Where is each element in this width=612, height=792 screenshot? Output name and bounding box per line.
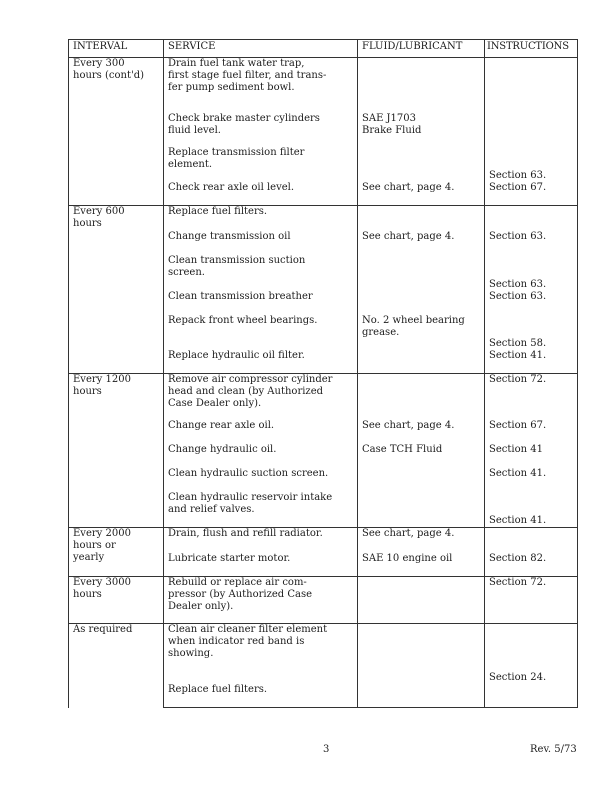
fluid-lubricant-cell: SAE J1703 Brake Fluid <box>358 113 485 147</box>
service-cell: Repack front wheel bearings. <box>164 315 358 350</box>
instructions-cell: Section 63. <box>485 255 578 291</box>
interval-cell: Every 3000 hours <box>69 577 164 624</box>
fluid-lubricant-cell <box>358 492 485 528</box>
fluid-lubricant-cell <box>358 147 485 182</box>
instructions-cell: Section 67. <box>485 182 578 206</box>
instructions-cell: Section 41 <box>485 444 578 468</box>
instructions-cell: Section 67. <box>485 420 578 444</box>
service-cell: Drain fuel tank water trap, first stage fuel filter, and trans- fer pump sediment bowl. <box>164 58 358 113</box>
service-cell: Clean transmission suction screen. <box>164 255 358 291</box>
fluid-lubricant-cell <box>358 374 485 420</box>
maintenance-schedule-table <box>68 39 578 708</box>
header-row <box>69 40 578 58</box>
fluid-lubricant-cell: No. 2 wheel bearing grease. <box>358 315 485 350</box>
instructions-cell: Section 41. <box>485 468 578 492</box>
service-cell: Lubricate starter motor. <box>164 553 358 577</box>
table-row <box>69 528 578 553</box>
fluid-lubricant-cell: See chart, page 4. <box>358 182 485 206</box>
instructions-header: INSTRUCTIONS <box>485 40 578 58</box>
service-cell: Change hydraulic oil. <box>164 444 358 468</box>
fluid-lubricant-cell: SAE 10 engine oil <box>358 553 485 577</box>
service-cell: Clean hydraulic suction screen. <box>164 468 358 492</box>
table-row <box>69 374 578 420</box>
instructions-cell: Section 24. <box>485 624 578 684</box>
interval-header: INTERVAL <box>69 40 164 58</box>
fluid-lubricant-cell: See chart, page 4. <box>358 231 485 255</box>
interval-cell: Every 300 hours (cont'd) <box>69 58 164 206</box>
service-cell: Replace fuel filters. <box>164 206 358 231</box>
table-row <box>69 624 578 684</box>
revision-date: Rev. 5/73 <box>530 744 577 755</box>
instructions-cell: Section 41. <box>485 492 578 528</box>
fluid-lubricant-cell <box>358 624 485 684</box>
table-row <box>69 577 578 624</box>
service-cell: Replace hydraulic oil filter. <box>164 350 358 374</box>
instructions-cell: Section 63. <box>485 291 578 315</box>
service-cell: Check brake master cylinders fluid level. <box>164 113 358 147</box>
service-cell: Change rear axle oil. <box>164 420 358 444</box>
service-cell: Drain, flush and refill radiator. <box>164 528 358 553</box>
service-cell: Replace transmission filter element. <box>164 147 358 182</box>
instructions-cell: Section 63. <box>485 147 578 182</box>
service-header: SERVICE <box>164 40 358 58</box>
instructions-cell: Section 63. <box>485 231 578 255</box>
service-cell: Rebuild or replace air com- pressor (by Authorized Case Dealer only). <box>164 577 358 624</box>
table-row <box>69 206 578 231</box>
instructions-cell <box>485 206 578 231</box>
table-row <box>69 58 578 113</box>
service-cell: Replace fuel filters. <box>164 684 358 708</box>
page-number: 3 <box>323 744 330 755</box>
interval-cell: As required <box>69 624 164 708</box>
instructions-cell: Section 41. <box>485 350 578 374</box>
service-cell: Check rear axle oil level. <box>164 182 358 206</box>
table-body <box>69 58 578 708</box>
instructions-cell <box>485 113 578 147</box>
interval-cell: Every 1200 hours <box>69 374 164 528</box>
fluid-lubricant-cell <box>358 350 485 374</box>
instructions-cell: Section 82. <box>485 553 578 577</box>
fluid-lubricant-cell <box>358 291 485 315</box>
fluid-lubricant-cell <box>358 255 485 291</box>
interval-cell: Every 600 hours <box>69 206 164 374</box>
fluid-lubricant-header: FLUID/LUBRICANT <box>358 40 485 58</box>
fluid-lubricant-cell <box>358 468 485 492</box>
service-cell: Clean transmission breather <box>164 291 358 315</box>
service-cell: Clean hydraulic reservoir intake and relief valves. <box>164 492 358 528</box>
instructions-cell <box>485 58 578 113</box>
fluid-lubricant-cell <box>358 684 485 708</box>
fluid-lubricant-cell: See chart, page 4. <box>358 528 485 553</box>
service-cell: Remove air compressor cylinder head and clean (by Authorized Case Dealer only). <box>164 374 358 420</box>
instructions-cell: Section 72. <box>485 577 578 624</box>
fluid-lubricant-cell <box>358 206 485 231</box>
instructions-cell <box>485 528 578 553</box>
instructions-cell <box>485 684 578 708</box>
instructions-cell: Section 58. <box>485 315 578 350</box>
fluid-lubricant-cell <box>358 577 485 624</box>
service-cell: Clean air cleaner filter element when indicator red band is showing. <box>164 624 358 684</box>
instructions-cell: Section 72. <box>485 374 578 420</box>
interval-cell: Every 2000 hours or yearly <box>69 528 164 577</box>
fluid-lubricant-cell: Case TCH Fluid <box>358 444 485 468</box>
fluid-lubricant-cell: See chart, page 4. <box>358 420 485 444</box>
service-cell: Change transmission oil <box>164 231 358 255</box>
fluid-lubricant-cell <box>358 58 485 113</box>
